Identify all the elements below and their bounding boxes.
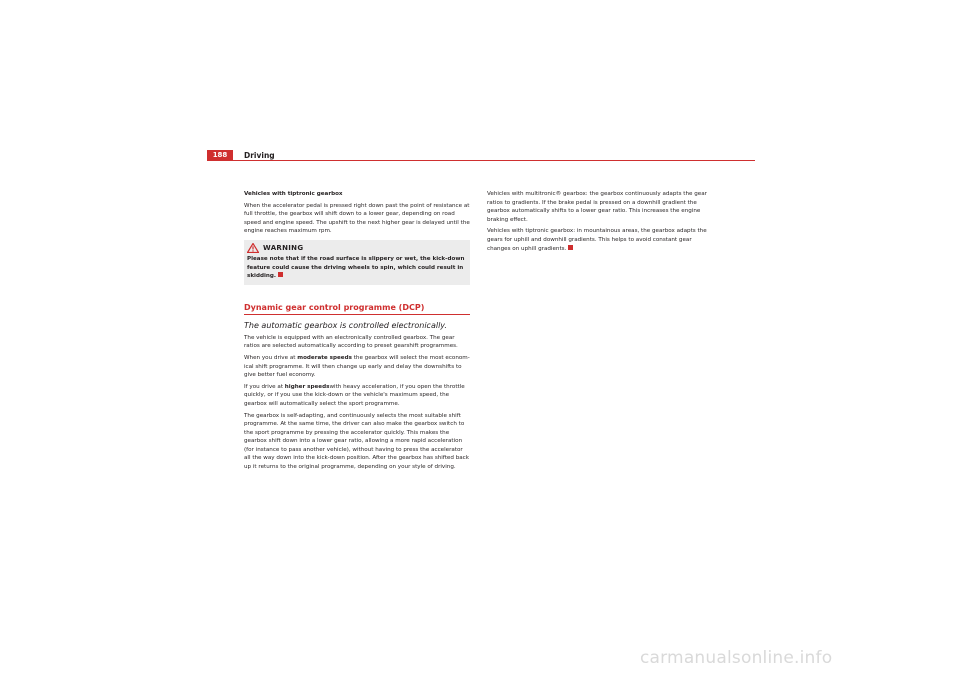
dcp-paragraph-2 — [244, 354, 470, 380]
dcp-paragraph-4: The gearbox is self-adapting, and continuously selects the most suitable shift programme. At the same time, the driver can also make the gearbox switch to the sport programme by pressing the accelerator quickly. This makes the gearbox shift down into a lower gear ratio, allowing a more rapid acceleration (for instance to pass another vehicle), without having to press the accelerator all the way down into the kick-down position. After the gearbox has shifted back up it returns to the original programme, depending on your style of driving. — [244, 412, 469, 471]
warning-header — [247, 243, 467, 253]
dcp-paragraph-3-suffix: with heavy acceleration, if you open the throttle quickly, or if you use the kick-down or the vehicle's maximum speed, the gearbox will automatically select the sport programme. — [244, 383, 465, 407]
warning-title: WARNING — [263, 243, 304, 252]
section-title: Dynamic gear control programme (DCP) — [244, 303, 470, 315]
dcp-paragraph-3-prefix: If you drive at — [244, 383, 285, 390]
header-rule — [207, 160, 755, 161]
higher-speeds-term: higher speeds — [284, 383, 330, 390]
dcp-paragraph-2-suffix: the gearbox will select the most econom-ical shift programme. It will then change up early and delay the downshifts to give better fuel economy. — [244, 354, 470, 379]
warning-text — [247, 255, 467, 281]
dcp-paragraph-2-prefix: When you drive at — [244, 354, 298, 361]
chapter-title: Driving — [244, 151, 275, 160]
watermark: carmanualsonline.info — [640, 648, 833, 668]
dcp-paragraph-3 — [244, 383, 470, 409]
mountain-paragraph-text: Vehicles with tiptronic gearbox: in mountainous areas, the gearbox adapts the gears for uphill and downhill gradients. This helps to avoid constant gear changes on uphill gradients. — [487, 228, 707, 252]
multitronic-paragraph: Vehicles with multitronic® gearbox: the gearbox continuously adapts the gear ratios to gradients. If the brake pedal is pressed on a downhill gradient the gearbox automatically shifts to a lower gear ratio. This increases the engine braking effect. — [487, 191, 707, 223]
mountain-paragraph — [487, 227, 713, 253]
warning-triangle-icon — [247, 243, 259, 253]
page-number: 188 — [207, 150, 233, 161]
section-subtitle: The automatic gearbox is controlled electronically. — [244, 320, 447, 330]
moderate-speeds-term: moderate speeds — [297, 354, 352, 361]
right-column — [487, 190, 713, 256]
left-column — [244, 190, 470, 475]
dcp-paragraph-1: The vehicle is equipped with an electronically controlled gearbox. The gear ratios are selected automatically according to preset gearshift programmes. — [244, 334, 458, 350]
warning-box — [244, 240, 470, 285]
kickdown-paragraph: When the accelerator pedal is pressed right down past the point of resistance at full throttle, the gearbox will shift down to a lower gear, depending on road speed and engine speed. The upshift to the next higher gear is delayed until the engine reaches maximum rpm. — [244, 202, 470, 235]
tiptronic-subheading: Vehicles with tiptronic gearbox — [244, 191, 343, 197]
end-of-section-icon — [568, 245, 573, 250]
end-of-section-icon — [278, 272, 283, 277]
warning-text-content: Please note that if the road surface is slippery or wet, the kick-down feature could cause the driving wheels to spin, which could result in skidding. — [247, 255, 465, 280]
